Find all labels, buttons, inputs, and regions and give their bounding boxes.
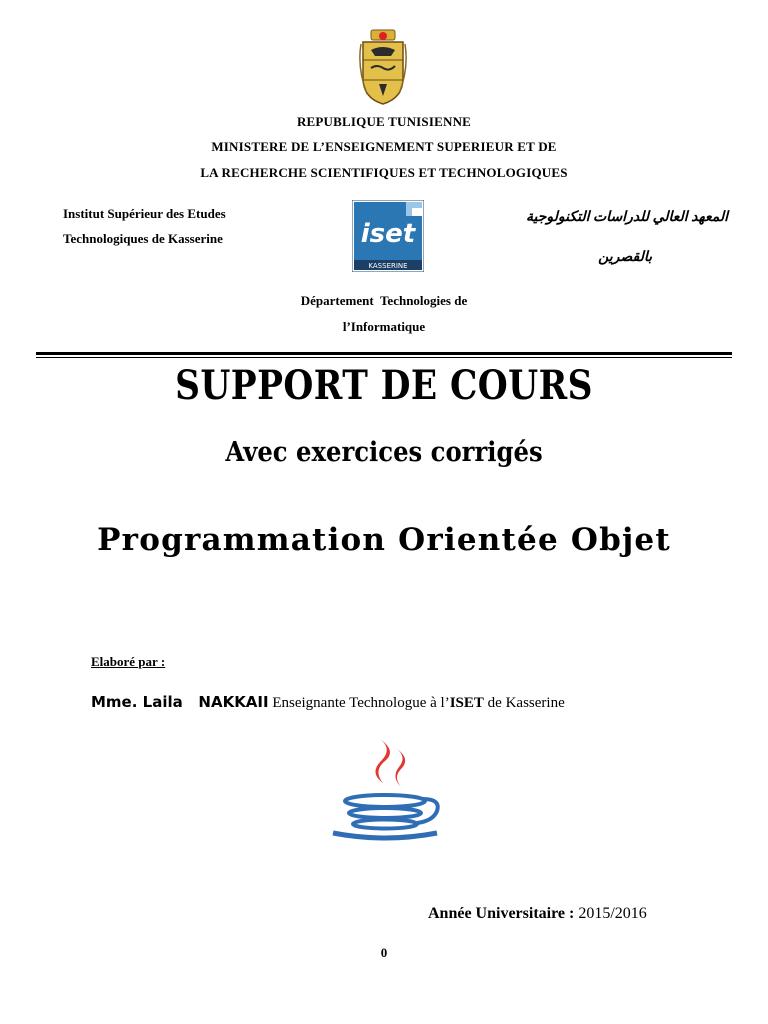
institute-ar-line2: بالقصرين	[598, 250, 652, 265]
institute-name-fr	[63, 201, 303, 251]
author-role-prefix: Enseignante Technologue à l’	[272, 695, 450, 711]
document-subtitle: Avec exercices corrigés	[225, 437, 543, 468]
academic-year-label: Année Universitaire :	[428, 905, 575, 922]
institute-ar-line1: المعهد العالي للدراسات التكنولوجية	[526, 210, 728, 225]
institute-name-ar	[468, 198, 728, 278]
document-title: SUPPORT DE COURS	[175, 362, 593, 409]
divider-thin	[36, 357, 732, 358]
department-line2: l’Informatique	[342, 319, 426, 334]
header-ministry: MINISTERE DE L’ENSEIGNEMENT SUPERIEUR ET DE	[211, 139, 557, 154]
institute-fr-line1: Institut Supérieur des Etudes	[63, 206, 226, 221]
academic-year-value: 2015/2016	[578, 905, 647, 922]
header-ministry-cont: LA RECHERCHE SCIENTIFIQUES ET TECHNOLOGIQUES	[200, 165, 568, 180]
java-cup-icon	[325, 735, 455, 845]
department	[0, 288, 768, 340]
tunisia-coat-of-arms-icon	[357, 28, 409, 106]
author-name: Mme. Laila NAKKAII	[91, 693, 269, 711]
course-title: Programmation Orientée Objet	[97, 522, 671, 558]
divider-thick	[36, 352, 732, 355]
iset-kasserine-logo	[352, 200, 424, 272]
header-republic: REPUBLIQUE TUNISIENNE	[296, 114, 472, 129]
institute-fr-line2: Technologiques de Kasserine	[63, 231, 223, 246]
page-number: 0	[380, 945, 388, 960]
author-role-suffix: de Kasserine	[483, 695, 565, 711]
svg-text:iset: iset	[360, 219, 416, 249]
iset-logo-text: KASSERINE	[368, 262, 408, 270]
author-line	[91, 693, 565, 712]
academic-year	[428, 905, 647, 923]
made-by-label: Elaboré par :	[91, 654, 166, 669]
author-role	[272, 695, 564, 711]
author-role-iset: ISET	[449, 695, 484, 711]
department-line1: Département Technologies de	[300, 293, 468, 308]
